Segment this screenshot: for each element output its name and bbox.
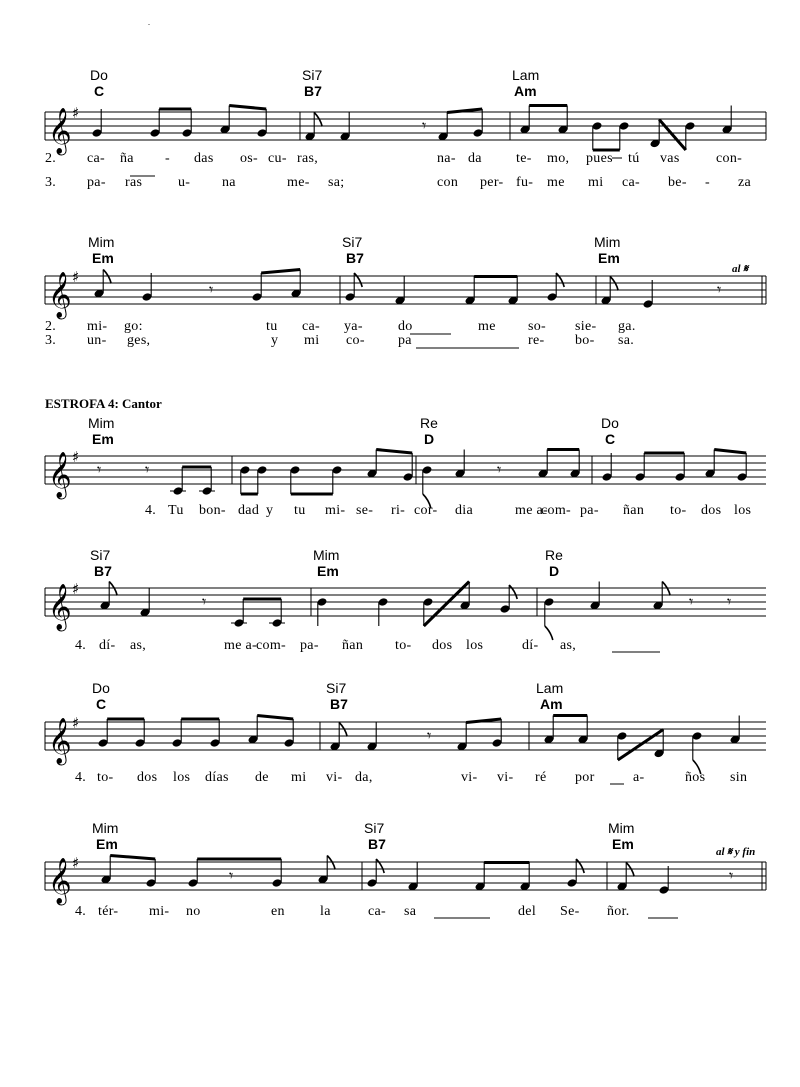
eighth-rest-icon: 𝄾 <box>729 866 734 885</box>
lyric-syllable: as, <box>560 638 577 653</box>
lyric-syllable: pa- <box>87 175 106 190</box>
system-4 <box>45 547 766 653</box>
chord-es: Lam <box>512 67 540 83</box>
lyric-syllable: 4. <box>75 904 87 919</box>
lyric-syllable: mi- <box>87 319 108 334</box>
flag <box>109 582 117 596</box>
lyric-syllable: dí- <box>522 638 539 653</box>
lyric-syllable: za <box>738 175 752 190</box>
chord-en: Em <box>92 431 114 447</box>
system-1 <box>45 67 766 190</box>
chord-en: C <box>605 431 616 447</box>
lyric-syllable: sie- <box>575 319 597 334</box>
lyrics-line <box>75 904 630 919</box>
lyric-syllable: to- <box>97 770 114 785</box>
lyric-syllable: co- <box>346 333 365 348</box>
sharp-icon: ♯ <box>72 854 80 872</box>
lyric-syllable: ras, <box>297 151 319 166</box>
sharp-icon: ♯ <box>72 580 80 598</box>
flag <box>327 856 335 870</box>
eighth-rest-icon: 𝄾 <box>727 592 732 611</box>
lyric-syllable: to- <box>670 503 687 518</box>
lyric-syllable: dos <box>432 638 453 653</box>
lyric-syllable: de <box>255 770 269 785</box>
lyric-syllable: com- <box>541 503 571 518</box>
lyric-syllable: se- <box>356 503 374 518</box>
chord-es: Mim <box>313 547 340 563</box>
flag <box>610 277 618 291</box>
lyric-syllable: per- <box>480 175 504 190</box>
lyric-syllable: tu <box>294 503 306 518</box>
system-3 <box>45 415 766 518</box>
lyric-syllable: ri- <box>391 503 406 518</box>
lyric-syllable: ñor. <box>607 904 630 919</box>
eighth-rest-icon: 𝄾 <box>427 726 432 745</box>
treble-clef-icon: 𝄞 <box>48 108 72 154</box>
lyric-syllable: ña <box>120 151 134 166</box>
lyric-syllable: ños <box>685 770 706 785</box>
staff <box>45 448 766 500</box>
system-2 <box>45 234 766 348</box>
notes <box>97 450 747 509</box>
lyric-syllable: me- <box>287 175 310 190</box>
lyric-syllable: dos <box>701 503 722 518</box>
treble-clef-icon: 𝄞 <box>48 272 72 318</box>
chord-en: C <box>96 696 107 712</box>
lyric-syllable: 4. <box>75 638 87 653</box>
eighth-rest-icon: 𝄾 <box>497 460 502 479</box>
lyrics-line <box>45 151 742 166</box>
lyric-syllable: go: <box>124 319 143 334</box>
beam <box>714 450 746 454</box>
lyric-syllable: un- <box>87 333 107 348</box>
lyric-syllable: te- <box>516 151 532 166</box>
chord-en: Em <box>92 250 114 266</box>
flag <box>556 273 564 287</box>
lyric-syllable: dia <box>455 503 474 518</box>
lyric-syllable: los <box>466 638 484 653</box>
lyric-syllable: dad <box>238 503 260 518</box>
lyric-syllable: mi <box>291 770 307 785</box>
eighth-rest-icon: 𝄾 <box>202 592 207 611</box>
eighth-rest-icon: 𝄾 <box>689 592 694 611</box>
lyric-syllable: fu- <box>516 175 534 190</box>
flag <box>509 585 517 599</box>
chord-en: Am <box>514 83 537 99</box>
lyric-syllable: 4. <box>145 503 157 518</box>
lyric-syllable: tu <box>266 319 278 334</box>
lyric-syllable: na- <box>437 151 456 166</box>
flag <box>545 626 553 640</box>
chord-en: Am <box>540 696 563 712</box>
lyric-syllable: y <box>266 503 274 518</box>
lyric-syllable: pa <box>398 333 412 348</box>
lyrics-line <box>45 319 636 334</box>
lyrics-line <box>45 333 634 348</box>
lyric-syllable: días <box>205 770 229 785</box>
chord-es: Si7 <box>342 234 363 250</box>
lyric-syllable: 2. <box>45 151 57 166</box>
notes <box>98 716 741 775</box>
lyric-syllable: da <box>468 151 482 166</box>
flag <box>354 273 362 287</box>
dal-segno-mark: al 𝄋 <box>732 263 749 275</box>
chord-en: B7 <box>368 836 386 852</box>
lyric-syllable: - <box>165 151 170 166</box>
lyric-syllable: sa. <box>618 333 635 348</box>
lyric-syllable: bon- <box>199 503 226 518</box>
lyric-syllable: Tu <box>168 503 184 518</box>
lyric-syllable: los <box>734 503 752 518</box>
lyric-syllable: me <box>547 175 565 190</box>
chord-es: Do <box>90 67 108 83</box>
lyric-syllable: vi- <box>326 770 343 785</box>
beam <box>659 120 686 151</box>
flag <box>314 113 322 127</box>
lyric-syllable: na <box>222 175 236 190</box>
lyric-syllable: con- <box>716 151 743 166</box>
lyric-syllable: mi- <box>149 904 170 919</box>
notes <box>100 582 732 641</box>
lyric-syllable: del <box>518 904 537 919</box>
chord-en: B7 <box>94 563 112 579</box>
lyric-syllable: ga. <box>618 319 636 334</box>
chord-es: Mim <box>92 820 119 836</box>
lyric-syllable: u- <box>178 175 191 190</box>
treble-clef-icon: 𝄞 <box>48 584 72 630</box>
lyric-syllable: cu- <box>268 151 287 166</box>
lyric-syllable: bo- <box>575 333 595 348</box>
chord-es: Si7 <box>90 547 111 563</box>
lyric-syllable: la <box>320 904 331 919</box>
lyric-syllable: to- <box>395 638 412 653</box>
lyric-syllable: me a- <box>224 638 257 653</box>
treble-clef-icon: 𝄞 <box>48 718 72 764</box>
lyric-syllable: pa- <box>300 638 319 653</box>
eighth-rest-icon: 𝄾 <box>145 460 150 479</box>
beam <box>229 106 266 110</box>
lyric-syllable: da, <box>355 770 373 785</box>
lyric-syllable: re- <box>528 333 545 348</box>
staff <box>45 714 766 766</box>
lyric-syllable: a- <box>633 770 645 785</box>
chord-es: Do <box>92 680 110 696</box>
lyric-syllable: y <box>271 333 279 348</box>
chord-en: B7 <box>330 696 348 712</box>
lyric-syllable: sa <box>404 904 417 919</box>
lyric-syllable: mo, <box>547 151 570 166</box>
lyric-syllable: mi- <box>325 503 346 518</box>
flag <box>626 863 634 877</box>
flag <box>662 582 670 596</box>
eighth-rest-icon: 𝄾 <box>422 116 427 135</box>
chord-es: Mim <box>88 234 115 250</box>
system-5 <box>45 680 766 785</box>
lyrics-line <box>75 638 576 653</box>
lyric-syllable: 3. <box>45 333 57 348</box>
treble-clef-icon: 𝄞 <box>48 858 72 904</box>
lyric-syllable: me a- <box>515 503 548 518</box>
lyric-syllable: sin <box>730 770 748 785</box>
chord-es: Si7 <box>364 820 385 836</box>
beam <box>257 716 293 720</box>
system-6 <box>45 820 766 919</box>
eighth-rest-icon: 𝄾 <box>717 280 722 299</box>
lyric-syllable: tú <box>628 151 640 166</box>
chord-en: B7 <box>346 250 364 266</box>
treble-clef-icon: 𝄞 <box>48 452 72 498</box>
lyric-syllable: 2. <box>45 319 57 334</box>
lyric-syllable: dos <box>137 770 158 785</box>
lyric-syllable: ges, <box>127 333 151 348</box>
sharp-icon: ♯ <box>72 268 80 286</box>
staff <box>45 268 766 320</box>
lyric-syllable: cor- <box>414 503 438 518</box>
lyric-syllable: Se- <box>560 904 580 919</box>
notes <box>101 856 734 895</box>
chord-es: Mim <box>608 820 635 836</box>
lyrics-line <box>75 770 747 785</box>
lyric-syllable: as, <box>130 638 147 653</box>
flag <box>376 859 384 873</box>
staff <box>45 104 766 156</box>
lyric-syllable: das <box>194 151 214 166</box>
lyric-syllable: so- <box>528 319 547 334</box>
lyric-syllable: los <box>173 770 191 785</box>
lyric-syllable: mi <box>588 175 604 190</box>
lyric-syllable: con <box>437 175 459 190</box>
chord-en: Em <box>317 563 339 579</box>
lyric-syllable: ñan <box>342 638 364 653</box>
chord-en: Em <box>96 836 118 852</box>
lyric-syllable: sa; <box>328 175 345 190</box>
beam <box>110 856 155 860</box>
eighth-rest-icon: 𝄾 <box>209 280 214 299</box>
lyric-syllable: com- <box>256 638 286 653</box>
lyric-syllable: dí- <box>99 638 116 653</box>
sharp-icon: ♯ <box>72 104 80 122</box>
lyric-syllable: ca- <box>622 175 640 190</box>
lyric-syllable: me <box>478 319 496 334</box>
lyric-syllable: os- <box>240 151 259 166</box>
lyric-syllable: ras <box>125 175 143 190</box>
section-heading: ESTROFA 4: Cantor <box>45 396 162 411</box>
chord-es: Mim <box>594 234 621 250</box>
sharp-icon: ♯ <box>72 448 80 466</box>
lyric-syllable: no <box>186 904 201 919</box>
chord-es: Do <box>601 415 619 431</box>
dal-segno-fine-mark: al 𝄋 y fin <box>716 846 756 858</box>
chord-es: Mim <box>88 415 115 431</box>
lyric-syllable: - <box>705 175 710 190</box>
chord-en: D <box>424 431 435 447</box>
lyric-syllable: mi <box>304 333 320 348</box>
notes <box>94 270 722 309</box>
chord-en: Em <box>612 836 634 852</box>
lyric-syllable: do <box>398 319 413 334</box>
lyric-syllable: tér- <box>98 904 119 919</box>
chord-es: Lam <box>536 680 564 696</box>
lyric-syllable: ya- <box>344 319 363 334</box>
lyric-syllable: vas <box>660 151 680 166</box>
flag <box>576 859 584 873</box>
eighth-rest-icon: 𝄾 <box>97 460 102 479</box>
lyric-syllable: pa- <box>580 503 599 518</box>
lyric-syllable: vi- <box>461 770 478 785</box>
beam <box>376 450 412 454</box>
lyric-syllable: ca- <box>302 319 320 334</box>
lyric-syllable: ca- <box>87 151 105 166</box>
speck: - <box>148 22 150 28</box>
chord-es: Si7 <box>326 680 347 696</box>
chord-en: B7 <box>304 83 322 99</box>
lyric-syllable: vi- <box>497 770 514 785</box>
lyric-syllable: en <box>271 904 285 919</box>
flag <box>103 270 111 284</box>
lyric-syllable: ré <box>535 770 547 785</box>
lyric-syllable: ñan <box>623 503 645 518</box>
chord-es: Re <box>420 415 438 431</box>
flag <box>339 723 347 737</box>
beam <box>261 270 300 274</box>
chord-en: C <box>94 83 105 99</box>
lyric-syllable: ca- <box>368 904 386 919</box>
lyrics-line <box>145 503 751 518</box>
lyric-syllable: pues <box>586 151 613 166</box>
chord-es: Si7 <box>302 67 323 83</box>
lyric-syllable: be- <box>668 175 687 190</box>
lyric-syllable: por <box>575 770 595 785</box>
lyrics-line <box>45 175 752 190</box>
chord-en: D <box>549 563 560 579</box>
sharp-icon: ♯ <box>72 714 80 732</box>
chord-es: Re <box>545 547 563 563</box>
lyric-syllable: 4. <box>75 770 87 785</box>
lyric-syllable: 3. <box>45 175 57 190</box>
eighth-rest-icon: 𝄾 <box>229 866 234 885</box>
chord-en: Em <box>598 250 620 266</box>
